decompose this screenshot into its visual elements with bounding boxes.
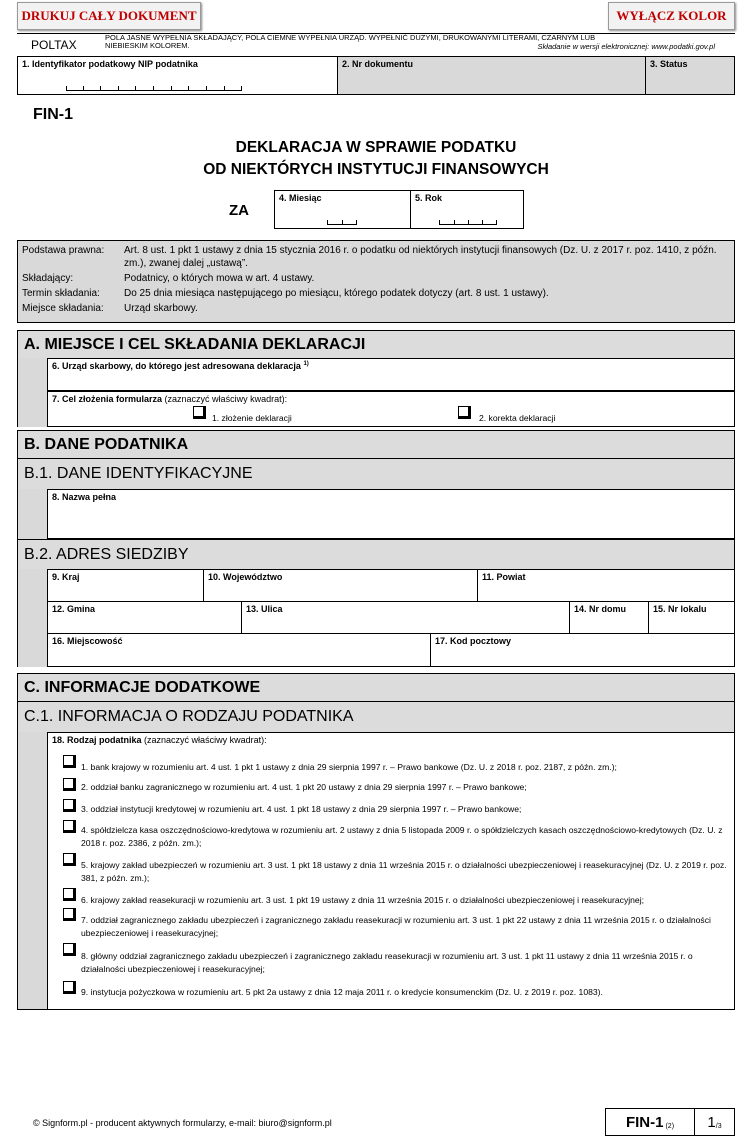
nip-field[interactable] [17, 56, 338, 95]
taxpayer-type-2-checkbox[interactable] [63, 778, 76, 791]
county-field[interactable] [477, 569, 735, 602]
page-total: /3 [715, 1122, 722, 1130]
taxpayer-type-hint: (zaznaczyć właściwy kwadrat): [144, 735, 267, 745]
full-name-field[interactable] [47, 489, 735, 539]
deadline-label: Termin składania: [22, 288, 100, 299]
city-label: 16. Miejscowość [52, 636, 123, 646]
status-label: 3. Status [650, 59, 688, 69]
taxpayer-type-1-checkbox[interactable] [63, 755, 76, 768]
app-name: POLTAX [31, 38, 77, 52]
purpose-option-2-checkbox[interactable] [458, 406, 471, 419]
section-b2-header: B.2. ADRES SIEDZIBY [17, 539, 735, 569]
month-label: 4. Miesiąc [279, 193, 322, 203]
year-label: 5. Rok [415, 193, 443, 203]
status-field [645, 56, 735, 95]
taxpayer-type-8-label: 8. główny oddział zagranicznego zakładu ubezpieczeń i zagranicznego zakładu reasekuracji w rozumieniu art. 3 ust. 1 pkt 11 ustawy z dnia 11 września 2015 r. o działalności ubezpieczeniowej i reasekuracyjnej; [81, 951, 693, 974]
nip-label: 1. Identyfikator podatkowy NIP podatnika [22, 59, 198, 69]
taxpayer-type-6-checkbox[interactable] [63, 888, 76, 901]
legal-basis-label: Podstawa prawna: [22, 245, 105, 256]
footer-form-code-box [605, 1108, 695, 1136]
section-b1-header: B.1. DANE IDENTYFIKACYJNE [17, 458, 735, 489]
purpose-option-1-label: 1. złożenie deklaracji [212, 413, 292, 423]
purpose-option-2-label: 2. korekta deklaracji [479, 413, 556, 423]
flat-number-field[interactable] [648, 601, 735, 634]
electronic-note: Składanie w wersji elektronicznej: www.podatki.gov.pl [537, 42, 715, 51]
full-name-label: 8. Nazwa pełna [52, 492, 117, 502]
section-b1-body [17, 489, 735, 539]
commune-field[interactable] [47, 601, 242, 634]
section-c1-header: C.1. INFORMACJA O RODZAJU PODATNIKA [17, 701, 735, 732]
postal-code-label: 17. Kod pocztowy [435, 636, 512, 646]
for-label: ZA [229, 202, 249, 219]
submitter-value: Podatnicy, o których mowa w art. 4 ustawy. [124, 273, 315, 284]
section-a-header: A. MIEJSCE I CEL SKŁADANIA DEKLARACJI [17, 330, 735, 358]
document-number-label: 2. Nr dokumentu [342, 59, 414, 69]
street-field[interactable] [241, 601, 570, 634]
taxpayer-type-7-label: 7. oddział zagranicznego zakładu ubezpieczeń i zagranicznego zakładu reasekuracji w rozumieniu art. 3 ust. 1 pkt 22 ustawy z dnia 11 września 2015 r. o działalności ubezpieczeniowej i reasekuracyjnej; [81, 915, 711, 938]
taxpayer-type-3-checkbox[interactable] [63, 799, 76, 812]
year-field[interactable] [410, 190, 524, 229]
taxpayer-type-8-checkbox[interactable] [63, 943, 76, 956]
purpose-field [47, 391, 735, 427]
taxpayer-type-6-label: 6. krajowy zakład reasekuracji w rozumieniu art. 3 ust. 1 pkt 19 ustawy z dnia 11 września 2015 r. o działalności ubezpieczeniowej i reasekuracyjnej; [81, 895, 645, 905]
taxpayer-type-4-label: 4. spółdzielcza kasa oszczędnościowo-kredytowa w rozumieniu art. 2 ustawy z dnia 5 listopada 2009 r. o spółdzielczych kasach oszczędnościowo-kredytowych (Dz. U. z 2018 r. poz. 2386, z późn. zm.); [81, 825, 723, 848]
print-all-button[interactable]: DRUKUJ CAŁY DOKUMENT [17, 2, 201, 30]
page-current: 1 [707, 1113, 716, 1131]
house-number-label: 14. Nr domu [574, 604, 627, 614]
page-number-box [694, 1108, 735, 1136]
month-ticks [327, 220, 357, 225]
submitter-label: Składający: [22, 273, 74, 284]
fill-instruction: POLA JASNE WYPEŁNIA SKŁADAJĄCY, POLA CIEMNE WYPEŁNIA URZĄD. WYPEŁNIĆ DUŻYMI, DRUKOWANYMI LITERAMI, CZARNYM LUB NIEBIESKIM KOLOREM. [105, 33, 596, 50]
voivodeship-label: 10. Województwo [208, 572, 283, 582]
taxpayer-type-2-label: 2. oddział banku zagranicznego w rozumieniu art. 4 ust. 1 pkt 20 ustawy z dnia 29 sierpnia 1997 r. – Prawo bankowe; [81, 782, 527, 792]
country-field[interactable] [47, 569, 204, 602]
taxpayer-type-3-label: 3. oddział instytucji kredytowej w rozumieniu art. 4 ust. 1 pkt 18 ustawy z dnia 29 sierpnia 1997 r. – Prawo bankowe; [81, 804, 522, 814]
producer-note: © Signform.pl - producent aktywnych formularzy, e-mail: biuro@signform.pl [33, 1118, 332, 1128]
taxpayer-type-4-checkbox[interactable] [63, 820, 76, 833]
taxpayer-type-7-checkbox[interactable] [63, 908, 76, 921]
header-strip [17, 33, 735, 55]
county-label: 11. Powiat [482, 572, 526, 582]
taxpayer-type-label: 18. Rodzaj podatnika (zaznaczyć właściwy kwadrat): [52, 735, 267, 745]
legal-basis-value: Art. 8 ust. 1 pkt 1 ustawy z dnia 15 stycznia 2016 r. o podatku od niektórych instytucji finansowych (Dz. U. z 2017 r. poz. 1410, z późn. zm.), zwanej dalej „ustawą”. [124, 245, 717, 269]
purpose-label: 7. Cel złożenia formularza (zaznaczyć właściwy kwadrat): [52, 394, 288, 404]
info-block [17, 240, 735, 323]
taxpayer-type-9-label: 9. instytucja pożyczkowa w rozumieniu art. 5 pkt 2a ustawy z dnia 12 maja 2011 r. o kredycie konsumenckim (Dz. U. z 2019 r. poz. 1083). [81, 987, 603, 997]
voivodeship-field[interactable] [203, 569, 478, 602]
country-label: 9. Kraj [52, 572, 80, 582]
footer-form-version: (2) [665, 1122, 675, 1130]
year-ticks [439, 220, 497, 225]
form-title-line2: OD NIEKTÓRYCH INSTYTUCJI FINANSOWYCH [203, 161, 549, 178]
section-c-header: C. INFORMACJE DODATKOWE [17, 673, 735, 701]
house-number-field[interactable] [569, 601, 649, 634]
city-field[interactable] [47, 633, 431, 667]
street-label: 13. Ulica [246, 604, 283, 614]
footer-form-code: FIN-1 [625, 1113, 664, 1131]
form-title [17, 137, 735, 181]
document-number-field [337, 56, 646, 95]
taxpayer-type-5-label: 5. krajowy zakład ubezpieczeń w rozumieniu art. 3 ust. 1 pkt 18 ustawy z dnia 11 września 2015 r. o działalności ubezpieczeniowej i reasekuracyjnej (Dz. U. z 2019 r. poz. 381, z późn. zm.); [81, 860, 727, 883]
section-b2-body [17, 569, 735, 667]
flat-number-label: 15. Nr lokalu [653, 604, 707, 614]
month-field[interactable] [274, 190, 411, 229]
taxpayer-type-1-label: 1. bank krajowy w rozumieniu art. 4 ust. 1 pkt 1 ustawy z dnia 29 sierpnia 1997 r. – Prawo bankowe (Dz. U. z 2018 r. poz. 2187, z późn. zm.); [81, 762, 617, 772]
section-b-header: B. DANE PODATNIKA [17, 430, 735, 458]
deadline-value: Do 25 dnia miesiąca następującego po miesiącu, którego podatek dotyczy (art. 8 ust. 1 ustawy). [124, 288, 549, 299]
place-label: Miejsce składania: [22, 303, 104, 314]
purpose-hint: (zaznaczyć właściwy kwadrat): [164, 394, 288, 404]
place-value: Urząd skarbowy. [124, 303, 198, 314]
section-a-body [17, 358, 735, 427]
postal-code-field[interactable] [430, 633, 735, 667]
form-title-line1: DEKLARACJA W SPRAWIE PODATKU [235, 139, 517, 156]
disable-color-button[interactable]: WYŁĄCZ KOLOR [608, 2, 735, 30]
nip-ticks [66, 86, 242, 91]
taxpayer-type-9-checkbox[interactable] [63, 981, 76, 994]
commune-label: 12. Gmina [52, 604, 96, 614]
form-code: FIN-1 [33, 106, 73, 123]
taxpayer-type-5-checkbox[interactable] [63, 853, 76, 866]
purpose-option-1-checkbox[interactable] [193, 406, 206, 419]
tax-office-field[interactable] [47, 358, 735, 391]
tax-office-note: 1) [303, 361, 309, 367]
tax-office-label: 6. Urząd skarbowy, do którego jest adresowana deklaracja $^{1)}$ [52, 361, 309, 371]
